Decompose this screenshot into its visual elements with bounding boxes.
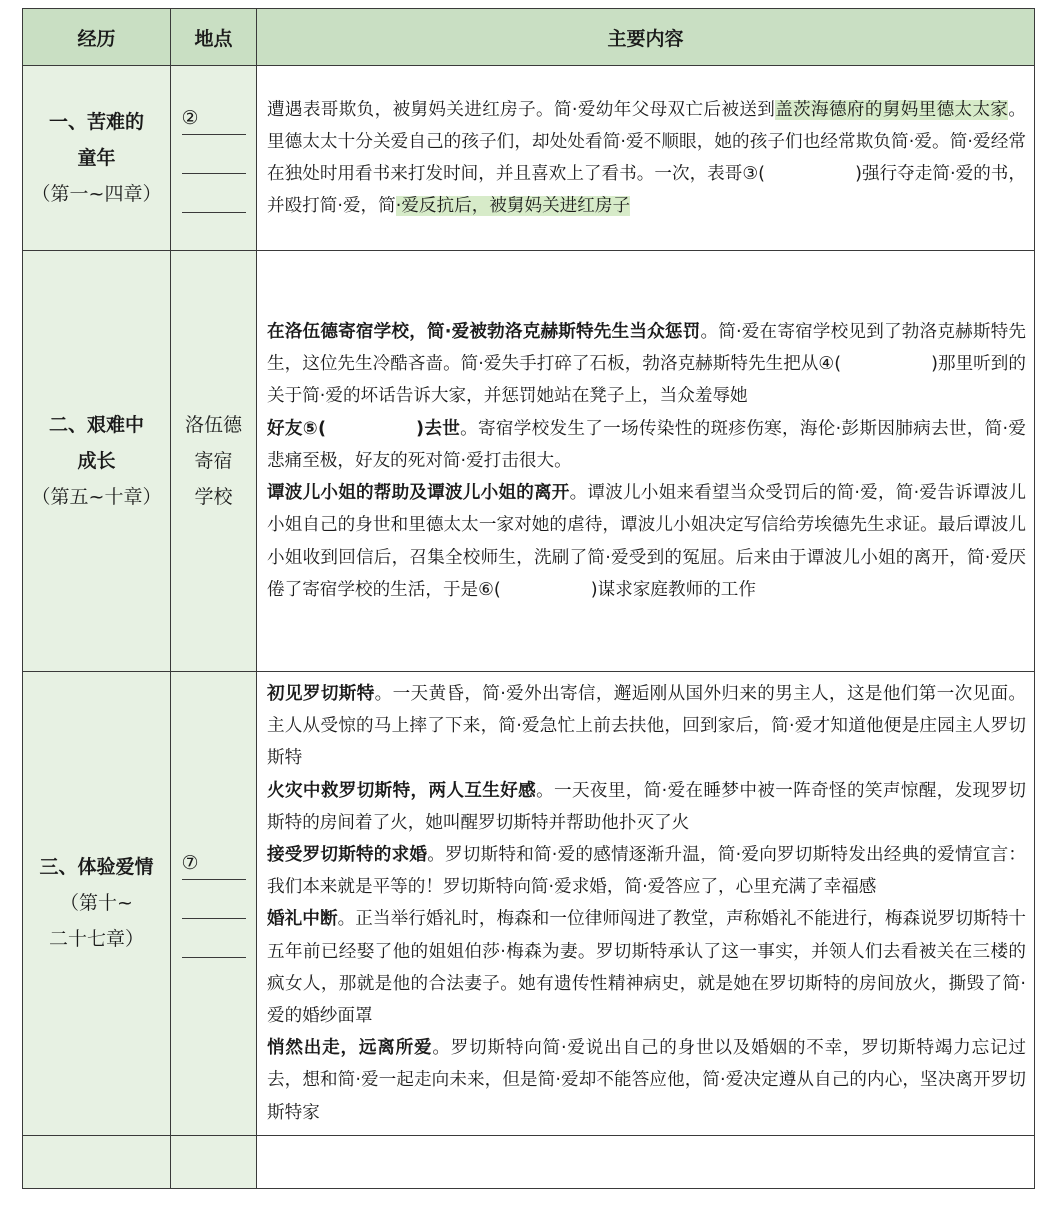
place-line: 学校	[194, 486, 233, 508]
paragraph-lead: 遭遇表哥欺负，被舅妈关进红房子。	[267, 99, 554, 120]
paragraph-text: 。一天夜里，简·爱在睡梦中被一阵奇怪的笑声惊醒，发现罗切斯特的房间着了火，她叫醒罗切斯特并帮助他扑灭了火	[267, 780, 1026, 833]
fill-blank[interactable]	[182, 884, 246, 919]
content-cell	[257, 251, 1035, 672]
paragraph-heading: 初见罗切斯特	[267, 684, 375, 704]
paragraph-heading: 悄然出走，远离所爱	[267, 1038, 433, 1059]
stage-name-line: 一、苦难的	[48, 111, 144, 133]
paragraph-heading: 在洛伍德寄宿学校，简·爱被勃洛克赫斯特先生当众惩罚	[267, 322, 701, 343]
content-cell	[257, 672, 1035, 1136]
stage-name-line: 二、艰难中	[48, 414, 144, 436]
paragraph-text: 。谭波儿小姐来看望当众受罚后的简·爱，简·爱告诉谭波儿小姐自己的身世和里德太太一家对她的虐待，谭波儿小姐决定写信给劳埃德先生求证。最后谭波儿小姐收到回信后，召集全校师生，洗刷了简·爱受到的冤屈。后来由于谭波儿小姐的离开，简·爱厌倦了寄宿学校的生活，于是⑥(	[267, 483, 1026, 600]
fill-blank[interactable]	[182, 139, 246, 174]
blank-marker: ②	[181, 106, 199, 129]
paragraph-heading: 谭波儿小姐的帮助及谭波儿小姐的离开	[267, 483, 570, 504]
stage-chapters: （第五~十章）	[31, 486, 162, 508]
fill-blank[interactable]	[182, 923, 246, 958]
header-experience: 经历	[23, 9, 171, 66]
content-paragraph	[267, 775, 1026, 839]
stage-cell	[23, 66, 171, 251]
highlighted-text: 盖茨海德府的舅妈里德太太家	[775, 99, 1009, 120]
table-row	[23, 251, 1035, 672]
blank-marker: ⑦	[181, 851, 199, 874]
reading-guide-table	[22, 8, 1035, 1189]
stage-cell	[23, 672, 171, 1136]
place-cell	[171, 672, 257, 1136]
paragraph-text: 。简·爱在寄宿学校见到了勃洛克赫斯特先生，这位先生冷酷吝啬。简·爱失手打碎了石板，勃洛克赫斯特先生把从④(	[267, 322, 1026, 375]
header-location: 地点	[171, 9, 257, 66]
stage-chapters: （第十~	[60, 892, 133, 915]
fill-blank[interactable]	[182, 178, 246, 213]
paragraph-text: 简·爱幼年父母双亡后被送到	[554, 99, 776, 120]
content-cell	[257, 1135, 1035, 1188]
stage-name-line: 三、体验爱情	[39, 856, 154, 879]
paragraph-heading: 婚礼中断	[267, 909, 338, 930]
fill-blank[interactable]	[182, 100, 246, 135]
stage-cell	[23, 1135, 171, 1188]
table-header-row	[23, 9, 1035, 66]
content-paragraph	[267, 316, 1026, 413]
content-paragraph	[267, 678, 1026, 775]
stage-name-line: 童年	[77, 147, 116, 169]
fill-blank[interactable]	[182, 845, 246, 880]
place-line: 洛伍德	[184, 414, 242, 436]
paragraph-text: 。寄宿学校发生了一场传染性的斑疹伤寒，海伦·彭斯因肺病去世，简·爱悲痛至极，好友的死对简·爱打击很大。	[267, 418, 1026, 471]
paragraph-text: 。罗切斯特和简·爱的感情逐渐升温，简·爱向罗切斯特发出经典的爱情宣言：我们本来就是平等的！罗切斯特向简·爱求婚，简·爱答应了，心里充满了幸福感	[267, 845, 1026, 898]
paragraph-heading: 接受罗切斯特的求婚	[267, 845, 428, 866]
paragraph-text: 。罗切斯特向简·爱说出自己的身世以及婚姻的不幸，罗切斯特竭力忘记过去，想和简·爱一起走向未来，但是简·爱却不能答应他，简·爱决定遵从自己的内心，坚决离开罗切斯特家	[267, 1038, 1026, 1123]
stage-cell	[23, 251, 171, 672]
paragraph-text: )那里听到的关于简·爱的坏话告诉大家，并惩罚她站在凳子上，当众羞辱她	[267, 354, 1026, 407]
paragraph-text: )强行夺走简·爱的书，并殴打简·爱，简	[267, 164, 1026, 217]
stage-chapters: 二十七章）	[48, 928, 144, 951]
paragraph-text: )谋求家庭教师的工作	[590, 579, 756, 600]
stage-name-line: 成长	[77, 450, 116, 472]
content-paragraph	[267, 94, 1026, 223]
content-paragraph	[267, 477, 1026, 606]
highlighted-text: ·爱反抗后，被舅妈关进红房子	[395, 196, 631, 217]
content-cell	[257, 66, 1035, 251]
paragraph-heading: )去世	[416, 418, 461, 439]
place-cell	[171, 1135, 257, 1188]
paragraph-text: 。里德太太十分关爱自己的孩子们，却处处看简·爱不顺眼，她的孩子们也经常欺负简·爱。简·爱经常在独处时用看书来打发时间，并且喜欢上了看书。一次，表哥③(	[267, 99, 1026, 184]
content-paragraph	[267, 1032, 1026, 1129]
place-cell	[171, 66, 257, 251]
table-row	[23, 66, 1035, 251]
header-main-content: 主要内容	[257, 9, 1035, 66]
paragraph-heading: 好友⑤(	[267, 418, 326, 439]
paragraph-heading: 火灾中救罗切斯特，两人互生好感	[267, 780, 537, 801]
table-row	[23, 1135, 1035, 1188]
stage-chapters: （第一~四章）	[31, 183, 162, 205]
content-paragraph	[267, 903, 1026, 1032]
table-row	[23, 672, 1035, 1136]
paragraph-text: 。一天黄昏，简·爱外出寄信，邂逅刚从国外归来的男主人，这是他们第一次见面。主人从受惊的马上摔了下来，简·爱急忙上前去扶他，回到家后，简·爱才知道他便是庄园主人罗切斯特	[267, 684, 1026, 769]
paragraph-text: 。正当举行婚礼时，梅森和一位律师闯进了教堂，声称婚礼不能进行，梅森说罗切斯特十五年前已经娶了他的姐姐伯莎·梅森为妻。罗切斯特承认了这一事实，并领人们去看被关在三楼的疯女人，那就是他的合法妻子。她有遗传性精神病史，就是她在罗切斯特的房间放火，撕毁了简·爱的婚纱面罩	[267, 909, 1026, 1027]
content-paragraph	[267, 839, 1026, 903]
content-paragraph	[267, 413, 1026, 477]
place-line: 寄宿	[194, 450, 233, 472]
place-cell	[171, 251, 257, 672]
